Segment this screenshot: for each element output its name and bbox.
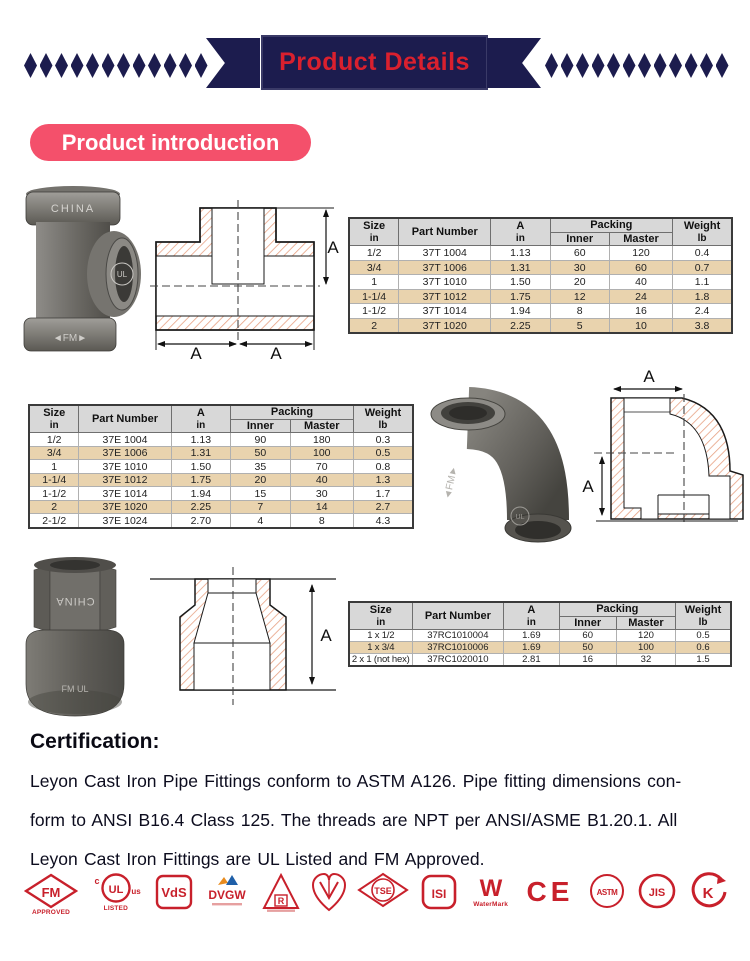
svg-text:W: W [479, 875, 502, 902]
table-cell: 32 [616, 654, 675, 667]
table-cell: 30 [290, 487, 353, 501]
table-cell: 1.31 [171, 446, 231, 460]
table-cell: 1.94 [491, 304, 550, 319]
table-cell: 1.7 [353, 487, 413, 501]
col-header-weight: Weight lb [353, 405, 413, 433]
table-cell: 1-1/2 [29, 487, 79, 501]
table-cell: 3.8 [673, 318, 732, 333]
table-row [349, 642, 731, 654]
table-cell: 1.50 [491, 275, 550, 290]
table-cell: 1/2 [349, 246, 399, 261]
col-header-master: Master [290, 419, 353, 433]
table-cell: 30 [550, 260, 609, 275]
diamond-ornament [716, 53, 729, 78]
table-cell: 1.75 [491, 289, 550, 304]
diamond-ornaments-right [545, 53, 729, 78]
table-cell: 1.3 [353, 473, 413, 487]
table-cell: 4.3 [353, 514, 413, 528]
table-row [29, 514, 413, 528]
table-cell: 60 [609, 260, 672, 275]
table-cell: 37E 1014 [79, 487, 171, 501]
table-cell: 10 [609, 318, 672, 333]
certification-text [30, 762, 730, 879]
svg-text:K: K [702, 885, 714, 902]
table-cell: 2-1/2 [29, 514, 79, 528]
table-cell: 37E 1024 [79, 514, 171, 528]
table-cell: 2 [29, 500, 79, 514]
table-cell: 20 [231, 473, 291, 487]
elbow-section-drawing [578, 368, 750, 528]
diamond-ornament [685, 53, 698, 78]
col-header-size: Size in [349, 218, 399, 246]
svg-text:ASTM: ASTM [596, 888, 618, 897]
table-cell: 35 [231, 460, 291, 474]
table-cell: 4 [231, 514, 291, 528]
table-cell: 37RC1010004 [412, 630, 504, 642]
table-cell: 37T 1020 [399, 318, 491, 333]
table-cell: 2.4 [673, 304, 732, 319]
col-header-size: Size in [349, 602, 412, 630]
table-cell: 15 [231, 487, 291, 501]
product-introduction-badge [30, 124, 311, 161]
diamond-ornaments-left [24, 53, 208, 78]
table-cell: 37T 1012 [399, 289, 491, 304]
diamond-ornament [700, 53, 713, 78]
table-cell: 1 [349, 275, 399, 290]
tee-photo-china-marking: CHINA [50, 203, 96, 215]
reducer-photo-fm-ul-marking: FM UL [61, 684, 89, 694]
table-cell: 8 [290, 514, 353, 528]
product-details-banner [0, 0, 750, 100]
table-cell: 1 x 1/2 [349, 630, 412, 642]
diamond-ornament [117, 53, 130, 78]
col-header-inner: Inner [231, 419, 291, 433]
svg-text:ISI: ISI [431, 887, 447, 901]
dvgw-logo [203, 872, 251, 912]
svg-text:VdS: VdS [161, 885, 187, 900]
table-cell: 1/2 [29, 433, 79, 447]
ribbon-tail-left [206, 38, 260, 88]
col-header-packing: Packing [231, 405, 354, 419]
table-cell: 1.69 [504, 642, 559, 654]
tse-logo [357, 872, 409, 908]
table-cell: 2.25 [171, 500, 231, 514]
diamond-ornament [133, 53, 146, 78]
diamond-ornament [40, 53, 53, 78]
fm-approved-logo: FM APPROVED [24, 872, 78, 916]
table-cell: 120 [609, 246, 672, 261]
table-row [349, 260, 732, 275]
jis-logo [636, 872, 678, 910]
table-cell: 37RC1010006 [412, 642, 504, 654]
col-header-inner: Inner [550, 232, 609, 246]
table-cell: 50 [231, 446, 291, 460]
col-header-part-number: Part Number [399, 218, 491, 246]
astm-logo [588, 872, 626, 910]
col-header-master: Master [609, 232, 672, 246]
table-cell: 0.7 [673, 260, 732, 275]
banner-title: Product Details [279, 48, 470, 76]
table-cell: 37T 1014 [399, 304, 491, 319]
table-cell: 60 [559, 630, 616, 642]
table-cell: 2.70 [171, 514, 231, 528]
table-cell: 1.13 [171, 433, 231, 447]
table-cell: 50 [559, 642, 616, 654]
table-cell: 2 x 1 (not hex) [349, 654, 412, 667]
elbow-photo-ul-marking: UL [515, 514, 525, 521]
tee-dim-a-bottom-left: A [190, 344, 202, 360]
diamond-ornament [164, 53, 177, 78]
ks-logo [688, 872, 730, 912]
table-cell: 37E 1004 [79, 433, 171, 447]
svg-text:UL: UL [108, 884, 124, 896]
table-cell: 7 [231, 500, 291, 514]
diamond-ornament [24, 53, 37, 78]
table-cell: 8 [550, 304, 609, 319]
table-cell: 1.94 [171, 487, 231, 501]
table-cell: 40 [609, 275, 672, 290]
elbow-dim-a-left: A [582, 477, 594, 496]
tee-photo-fm-marking: ◄FM► [52, 333, 88, 344]
table-cell: 1-1/4 [349, 289, 399, 304]
triangle-fine-print [267, 910, 295, 912]
svg-text:R: R [278, 896, 285, 906]
table-cell: 1 x 3/4 [349, 642, 412, 654]
tee-photo-ul-marking: UL [116, 270, 128, 279]
svg-text:JIS: JIS [648, 887, 666, 899]
product-introduction-label: Product introduction [61, 129, 280, 155]
diamond-ornament [102, 53, 115, 78]
ce-logo [522, 872, 578, 908]
table-cell: 3/4 [349, 260, 399, 275]
dvgw-fine-print [212, 903, 242, 905]
diamond-ornament [654, 53, 667, 78]
table-cell: 1 [29, 460, 79, 474]
table-cell: 0.3 [353, 433, 413, 447]
tee-section-drawing [148, 196, 340, 360]
table-cell: 90 [231, 433, 291, 447]
svg-text:CE: CE [527, 876, 574, 907]
certification-line: Leyon Cast Iron Pipe Fittings conform to ASTM A126. Pipe fitting dimensions con- [30, 771, 682, 791]
diamond-ornament [669, 53, 682, 78]
table-cell: 20 [550, 275, 609, 290]
diamond-ornament [71, 53, 84, 78]
table-cell: 40 [290, 473, 353, 487]
heart-mark-logo [311, 872, 347, 914]
tee-fitting-photo [12, 182, 142, 354]
col-header-weight: Weight lb [676, 602, 731, 630]
table-cell: 2.7 [353, 500, 413, 514]
table-cell: 16 [609, 304, 672, 319]
table-cell: 37T 1004 [399, 246, 491, 261]
table-cell: 3/4 [29, 446, 79, 460]
diamond-ornament [55, 53, 68, 78]
reducer-spec-table [348, 601, 732, 667]
table-cell: 120 [616, 630, 675, 642]
vds-logo [154, 872, 194, 912]
table-cell: 2.25 [491, 318, 550, 333]
table-row [349, 318, 732, 333]
col-header-part-number: Part Number [412, 602, 504, 630]
table-cell: 37E 1012 [79, 473, 171, 487]
ul-us-suffix: us [131, 887, 141, 896]
table-row [349, 654, 731, 667]
table-cell: 0.5 [353, 446, 413, 460]
svg-text:FM: FM [41, 885, 61, 900]
fire-triangle-logo [261, 872, 301, 914]
ul-c-prefix: c [94, 876, 100, 886]
table-cell: 70 [290, 460, 353, 474]
reducer-photo-china-marking: CHINA [55, 595, 95, 607]
table-row [29, 473, 413, 487]
table-cell: 1.13 [491, 246, 550, 261]
table-cell: 2.81 [504, 654, 559, 667]
table-row [29, 460, 413, 474]
tee-dim-a-right: A [327, 238, 339, 257]
col-header-packing: Packing [559, 602, 676, 616]
table-cell: 1.5 [676, 654, 731, 667]
col-header-master: Master [616, 616, 675, 630]
table-cell: 16 [559, 654, 616, 667]
table-cell: 37E 1020 [79, 500, 171, 514]
table-cell: 0.6 [676, 642, 731, 654]
ul-listed-logo: UL c us LISTED [94, 876, 141, 912]
table-cell: 0.5 [676, 630, 731, 642]
ribbon-tail-right [487, 38, 541, 88]
tee-spec-table [348, 217, 733, 334]
table-cell: 37E 1006 [79, 446, 171, 460]
certification-line: form to ANSI B16.4 Class 125. The threads are NPT per ANSI/ASME B1.20.1. All [30, 810, 678, 830]
diamond-ornament [576, 53, 589, 78]
diamond-ornament [607, 53, 620, 78]
table-row [29, 446, 413, 460]
certification-line: Leyon Cast Iron Fittings are UL Listed and FM Approved. [30, 849, 485, 869]
diamond-ornament [195, 53, 208, 78]
diamond-ornament [545, 53, 558, 78]
table-cell: 1.8 [673, 289, 732, 304]
table-cell: 12 [550, 289, 609, 304]
col-header-inner: Inner [559, 616, 616, 630]
col-header-a: A in [491, 218, 550, 246]
watermark-logo: W WaterMark [473, 875, 509, 908]
table-cell: 100 [290, 446, 353, 460]
table-cell: 5 [550, 318, 609, 333]
table-cell: 100 [616, 642, 675, 654]
table-row [29, 433, 413, 447]
table-cell: 37T 1010 [399, 275, 491, 290]
tee-dim-a-bottom-right: A [270, 344, 282, 360]
elbow-photo-fm-marking: ◄FM► [442, 464, 461, 501]
table-cell: 1.31 [491, 260, 550, 275]
table-cell: 2 [349, 318, 399, 333]
diamond-ornament [86, 53, 99, 78]
table-cell: 0.4 [673, 246, 732, 261]
elbow-dim-a-top: A [643, 368, 655, 386]
table-row [349, 275, 732, 290]
diamond-ornament [623, 53, 636, 78]
table-cell: 1-1/4 [29, 473, 79, 487]
reducer-dim-a: A [320, 626, 332, 645]
table-cell: 14 [290, 500, 353, 514]
col-header-size: Size in [29, 405, 79, 433]
table-row [349, 630, 731, 642]
diamond-ornament [148, 53, 161, 78]
table-cell: 37E 1010 [79, 460, 171, 474]
table-cell: 1.75 [171, 473, 231, 487]
table-row [29, 500, 413, 514]
table-row [29, 487, 413, 501]
table-cell: 37RC1020010 [412, 654, 504, 667]
table-cell: 1-1/2 [349, 304, 399, 319]
diamond-ornament [561, 53, 574, 78]
reducer-section-drawing [148, 565, 340, 707]
table-cell: 24 [609, 289, 672, 304]
banner-title-box [261, 35, 488, 90]
col-header-weight: Weight lb [673, 218, 732, 246]
table-row [349, 289, 732, 304]
elbow-fitting-photo [424, 378, 572, 554]
table-cell: 0.8 [353, 460, 413, 474]
isi-logo [419, 872, 459, 912]
col-header-packing: Packing [550, 218, 673, 232]
table-cell: 1.69 [504, 630, 559, 642]
table-row [349, 304, 732, 319]
reducer-coupling-photo [12, 552, 138, 722]
diamond-ornament [592, 53, 605, 78]
col-header-a: A in [504, 602, 559, 630]
elbow-spec-table [28, 404, 414, 529]
table-cell: 180 [290, 433, 353, 447]
certification-heading: Certification: [30, 730, 160, 753]
certification-logos-row [24, 872, 730, 936]
table-cell: 1.1 [673, 275, 732, 290]
table-cell: 60 [550, 246, 609, 261]
col-header-part-number: Part Number [79, 405, 171, 433]
svg-text:DVGW: DVGW [208, 888, 247, 902]
diamond-ornament [638, 53, 651, 78]
col-header-a: A in [171, 405, 231, 433]
table-cell: 1.50 [171, 460, 231, 474]
table-cell: 37T 1006 [399, 260, 491, 275]
table-row [349, 246, 732, 261]
diamond-ornament [179, 53, 192, 78]
svg-text:TSE: TSE [374, 886, 392, 896]
